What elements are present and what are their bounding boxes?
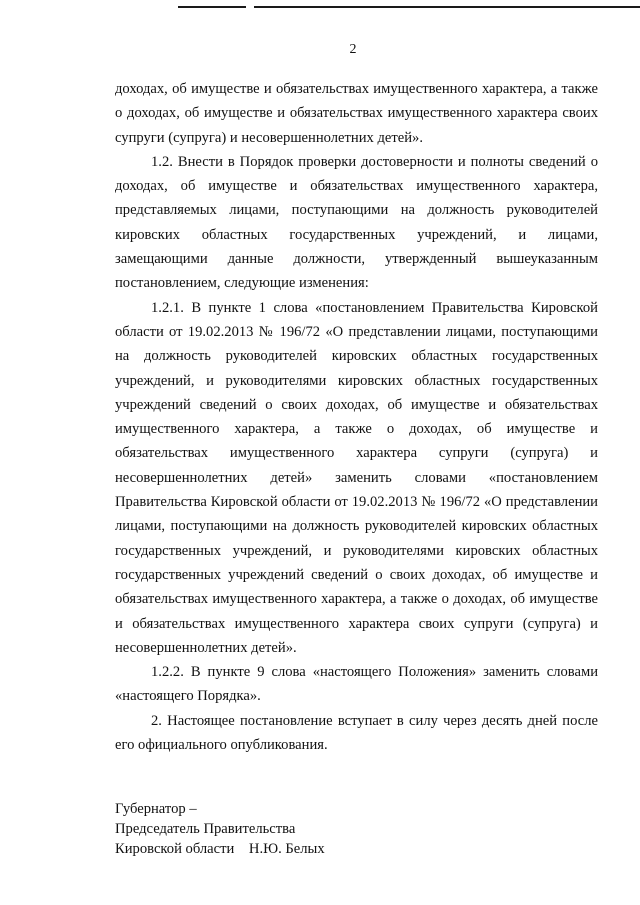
paragraph-2: 2. Настоящее постановление вступает в силу через десять дней после его официального опубликования. bbox=[115, 712, 598, 754]
signature-region-and-name: Кировской области Н.Ю. Белых bbox=[115, 841, 325, 857]
header-rule-right bbox=[254, 6, 640, 8]
header-rule-left bbox=[178, 6, 246, 8]
signature-title-governor: Губернатор – bbox=[115, 801, 197, 817]
paragraph-1-2: 1.2. Внести в Порядок проверки достоверности и полноты сведений о доходах, об имуществе и обязательствах имущественного характера, представляемых лицами, поступающими на должность руководителей кировских областных государственных учреждений, и лицами, замещающими данные должности, утвержденный вышеуказанным постановлением, следующие изменения: bbox=[115, 153, 598, 292]
paragraph-continuation: доходах, об имуществе и обязательствах имущественного характера, а также о доходах, об имуществе и обязательствах имущественного характера своих супруги (супруга) и несовершеннолетних детей». bbox=[115, 81, 598, 146]
paragraph-1-2-2: 1.2.2. В пункте 9 слова «настоящего Положения» заменить словами «настоящего Порядка». bbox=[115, 664, 598, 705]
page-number: 2 bbox=[349, 42, 357, 57]
signature-title-chairman: Председатель Правительства bbox=[115, 821, 296, 837]
signature-block bbox=[115, 799, 325, 859]
document-body bbox=[115, 77, 598, 757]
paragraph-1-2-1: 1.2.1. В пункте 1 слова «постановлением Правительства Кировской области от 19.02.2013 № 196/72 «О представлении лицами, поступающими на должность руководителей кировских областных государственных учреждений, и руководителями кировских областных государственных учреждений сведений о своих доходах, об имуществе и обязательствах имущественного характера, а также о доходах, об имуществе и обязательствах имущественного характера супруги (супруга) и несовершеннолетних детей» заменить словами «постановлением Правительства Кировской области от 19.02.2013 № 196/72 «О представлении лицами, поступающими на должность руководителей кировских областных государственных учреждений, и руководителями кировских областных государственных учреждений сведений о своих доходах, об имуществе и обязательствах имущественного характера, а также о доходах, об имуществе и обязательствах имущественного характера своих супруги (супруга) и несовершеннолетних детей». bbox=[115, 299, 598, 656]
